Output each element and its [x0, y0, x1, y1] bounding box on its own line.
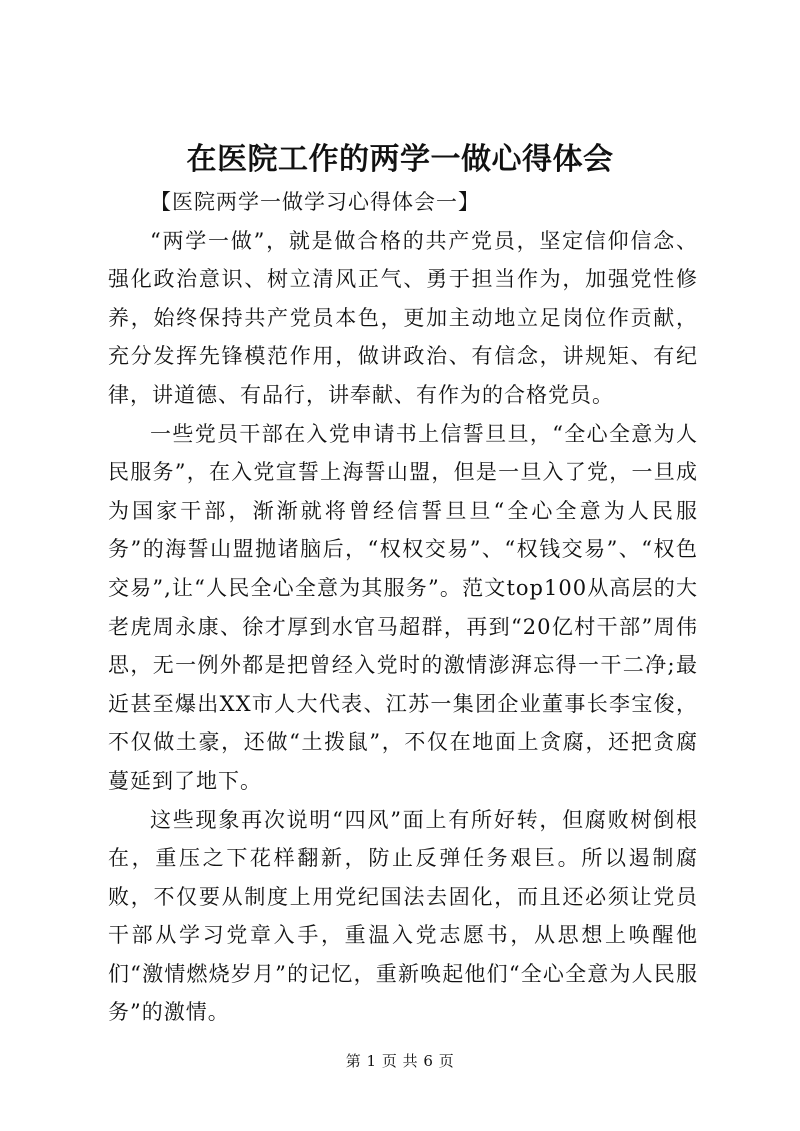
page-footer: 第 1 页 共 6 页 [345, 1052, 455, 1070]
paragraph: 这些现象再次说明“四风”面上有所好转，但腐败树倒根在，重压之下花样翻新，防止反弹任务艰巨。所以遏制腐败，不仅要从制度上用党纪国法去固化，而且还必须让党员干部从学习党章入手，重温入党志愿书，从思想上唤醒他们“激情燃烧岁月”的记忆，重新唤起他们“全心全意为人民服务”的激情。 [108, 807, 698, 1025]
page-title: 在医院工作的两学一做心得体会 [186, 142, 614, 177]
paragraph: “两学一做”，就是做合格的共产党员，坚定信仰信念、强化政治意识、树立清风正气、勇于担当作为，加强党性修养，始终保持共产党员本色，更加主动地立足岗位作贡献，充分发挥先锋模范作用，做讲政治、有信念，讲规矩、有纪律，讲道德、有品行，讲奉献、有作为的合格党员。 [108, 228, 698, 407]
section-subheading: 【医院两学一做学习心得体会一】 [150, 190, 480, 214]
document-body [108, 183, 698, 1032]
paragraph: 一些党员干部在入党申请书上信誓旦旦，“全心全意为人民服务”，在入党宣誓上海誓山盟，但是一旦入了党，一旦成为国家干部，渐渐就将曾经信誓旦旦“全心全意为人民服务”的海誓山盟抛诸脑后，“权权交易”、“权钱交易”、“权色交易”,让“人民全心全意为其服务”。范文top100从高层的大老虎周永康、徐才厚到水官马超群，再到“20亿村干部”周伟思，无一例外都是把曾经入党时的激情澎湃忘得一干二净;最近甚至爆出XX市人大代表、江苏一集团企业董事长李宝俊，不仅做土豪，还做“土拨鼠”，不仅在地面上贪腐，还把贪腐蔓延到了地下。 [108, 421, 698, 793]
